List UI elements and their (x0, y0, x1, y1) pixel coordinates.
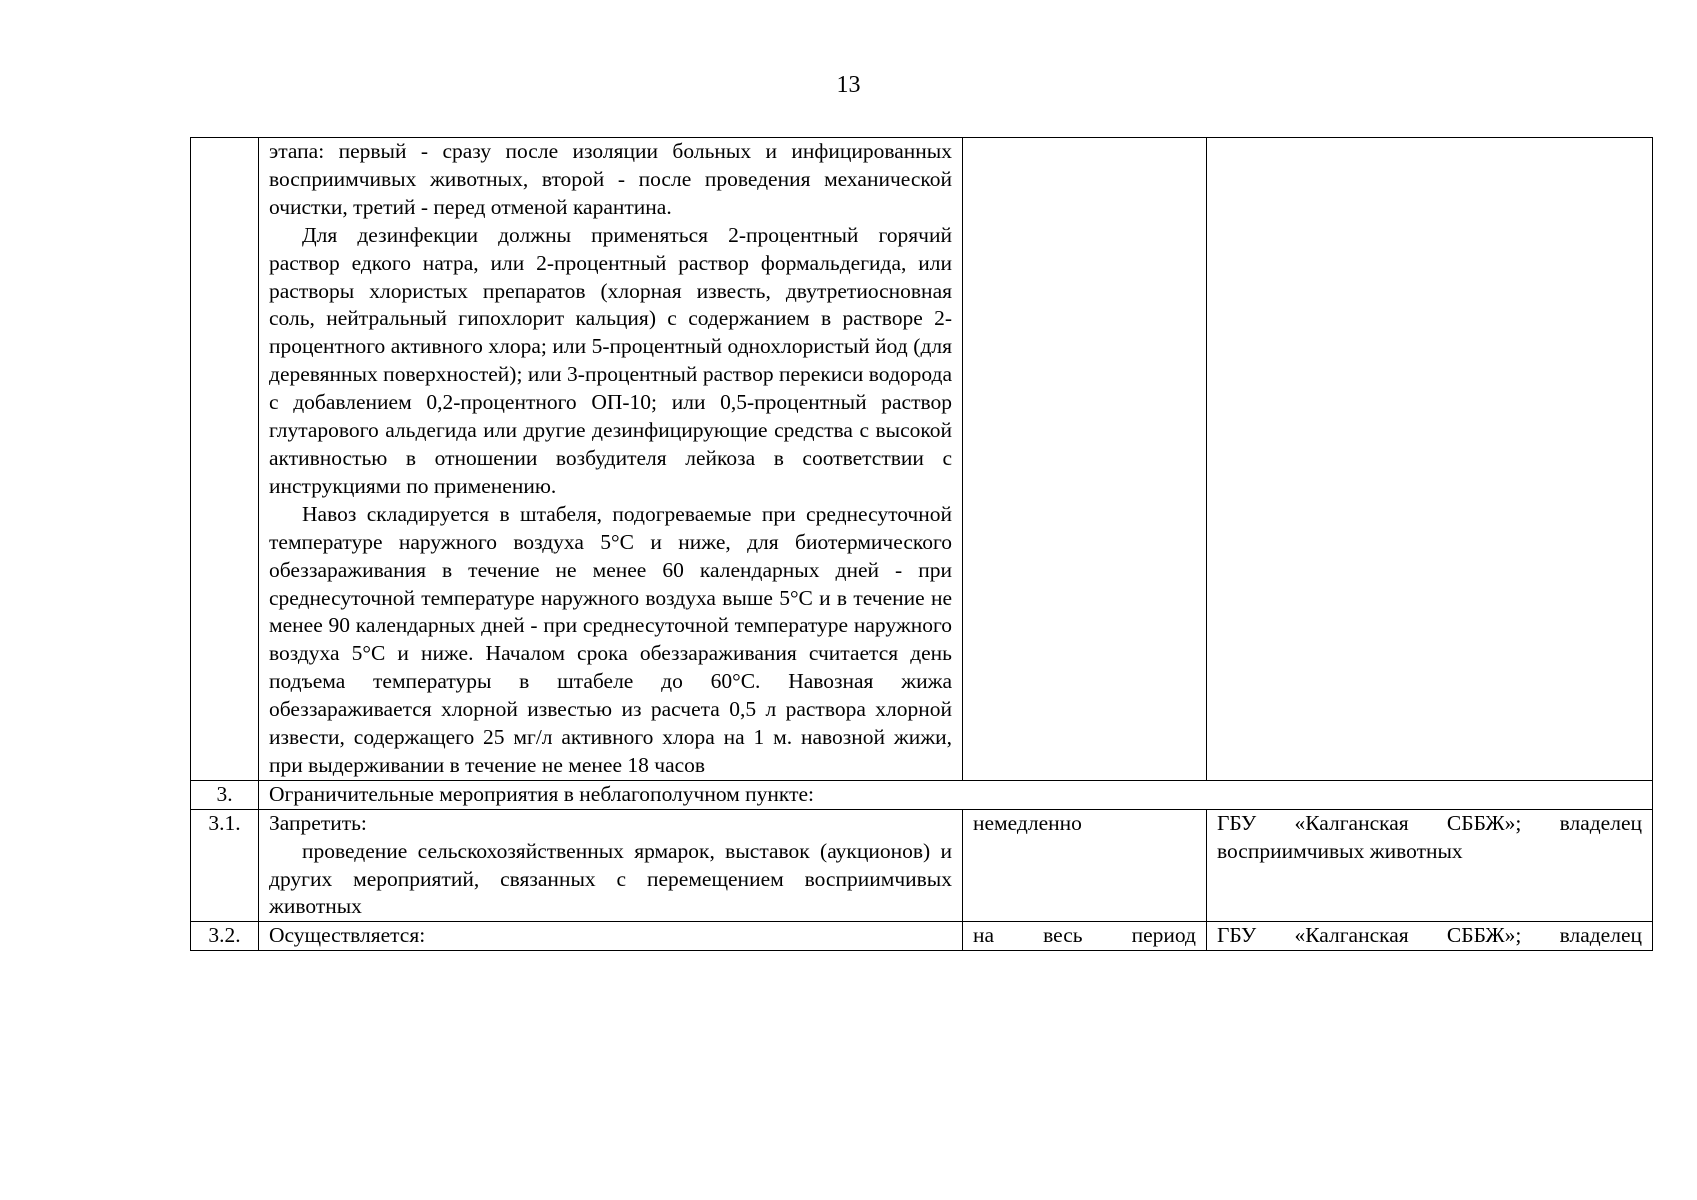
paragraph-manure-treatment: Навоз складируется в штабеля, подогреваемые при среднесуточной температуре наружного воздуха 5°С и ниже, для биотермического обеззараживания в течение не менее 60 календарных дней - при среднесуточной температуре наружного воздуха выше 5°С и в течение не менее 90 календарных дней - при среднесуточной температуре наружного воздуха 5°С и ниже. Началом срока обеззараживания считается день подъема температуры в штабеле до 60°С. Навозная жижа обеззараживается хлорной известью из расчета 0,5 л раствора хлорной извести, содержащего 25 мг/л активного хлора на 1 м. навозной жижи, при выдерживании в течение не менее 18 часов (269, 501, 952, 777)
measure-heading: Запретить: (269, 810, 367, 835)
measure-description-cell: Осуществляется: (259, 922, 963, 951)
responsible-cell: ГБУ «Калганская СББЖ»; владелец (1207, 922, 1653, 951)
deadline-cell: на весь период (963, 922, 1207, 951)
table-row-3-1 (191, 809, 1653, 922)
page-number: 13 (836, 72, 861, 98)
deadline-cell (963, 138, 1207, 781)
measure-description-cell (259, 809, 963, 922)
deadline-cell: немедленно (963, 809, 1207, 922)
measure-description-cell (259, 138, 963, 781)
table-row-3 (191, 780, 1653, 809)
measure-text: проведение сельскохозяйственных ярмарок, выставок (аукционов) и других мероприятий, связанных с перемещением восприимчивых животных (269, 838, 952, 919)
row-number: 3.2. (191, 922, 259, 951)
paragraph-disinfectants: Для дезинфекции должны применяться 2-процентный горячий раствор едкого натра, или 2-процентный раствор формальдегида, или растворы хлористых препаратов (хлорная известь, двутретиосновная соль, нейтральный гипохлорит кальция) с содержанием в растворе 2-процентного активного хлора; или 5-процентный однохлористый йод (для деревянных поверхностей); или 3-процентный раствор перекиси водорода с добавлением 0,2-процентного ОП-10; или 0,5-процентный раствор глутарового альдегида или другие дезинфицирующие средства с высокой активностью в отношении возбудителя лейкоза в соответствии с инструкциями по применению. (269, 222, 952, 498)
table-row-continuation (191, 138, 1653, 781)
row-number: 3. (191, 780, 259, 809)
table-row-3-2 (191, 922, 1653, 951)
row-number-cell (191, 138, 259, 781)
paragraph-disinfection-stages: этапа: первый - сразу после изоляции больных и инфицированных восприимчивых животных, второй - после проведения механической очистки, третий - перед отменой карантина. (269, 139, 952, 219)
row-number: 3.1. (191, 809, 259, 922)
responsible-cell: ГБУ «Калганская СББЖ»; владелец восприимчивых животных (1207, 809, 1653, 922)
measures-table (190, 137, 1653, 951)
responsible-cell (1207, 138, 1653, 781)
section-heading: Ограничительные мероприятия в неблагополучном пункте: (259, 780, 1653, 809)
